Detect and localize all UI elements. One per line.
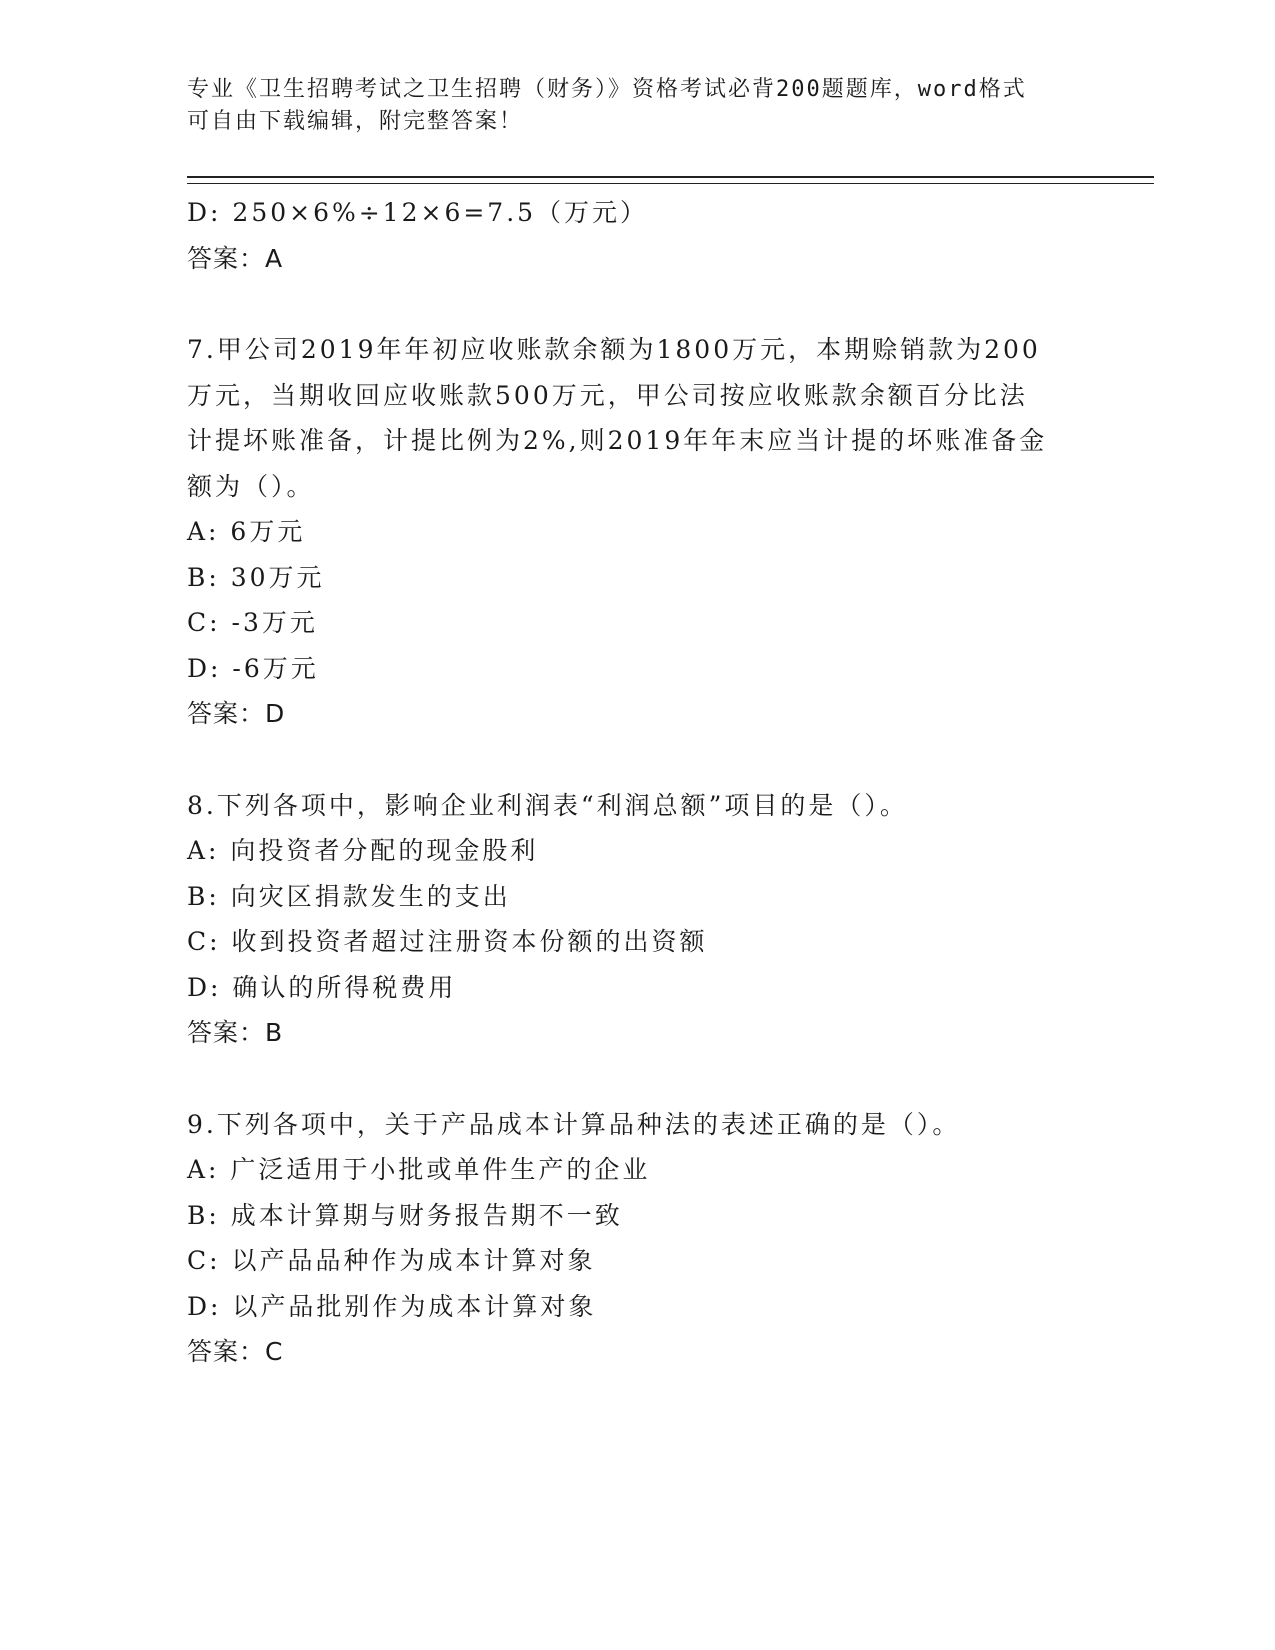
question-stem: 8.下列各项中，影响企业利润表“利润总额”项目的是（）。 (187, 790, 908, 820)
option-c: C: -3万元 (187, 608, 318, 637)
option-a: A: 6万元 (187, 517, 306, 546)
option-d: D: 250×6%÷12×6=7.5（万元） (187, 198, 649, 227)
question-stem: 额为（）。 (187, 471, 315, 501)
option-c: C: 以产品品种作为成本计算对象 (187, 1246, 596, 1275)
option-d: D: 以产品批别作为成本计算对象 (187, 1291, 597, 1321)
previous-question-tail (187, 190, 1067, 281)
question-stem: 计提坏账准备，计提比例为2%,则2019年年末应当计提的坏账准备金 (187, 426, 1048, 455)
question-8 (187, 783, 1067, 1056)
option-b: B: 成本计算期与财务报告期不一致 (187, 1200, 623, 1230)
option-b: B: 30万元 (187, 562, 325, 592)
question-9 (187, 1102, 1067, 1375)
answer-label: 答案：B (187, 1018, 284, 1047)
header-divider (187, 176, 1154, 184)
answer-label: 答案：A (187, 243, 284, 273)
option-a: A: 广泛适用于小批或单件生产的企业 (187, 1155, 651, 1184)
option-d: D: -6万元 (187, 653, 319, 683)
option-a: A: 向投资者分配的现金股利 (187, 836, 539, 865)
option-b: B: 向灾区捐款发生的支出 (187, 881, 511, 911)
header-line-1: 专业《卫生招聘考试之卫生招聘（财务）》资格考试必背200题题库，word格式 (187, 77, 1027, 102)
header-line-2: 可自由下载编辑，附完整答案！ (187, 109, 524, 134)
question-7 (187, 327, 1067, 737)
option-d: D: 确认的所得税费用 (187, 972, 457, 1002)
document-body (187, 190, 1067, 1375)
question-stem: 万元，当期收回应收账款500万元，甲公司按应收账款余额百分比法 (187, 380, 1028, 410)
page-header (187, 74, 1087, 138)
option-c: C: 收到投资者超过注册资本份额的出资额 (187, 927, 708, 956)
question-stem: 7.甲公司2019年年初应收账款余额为1800万元，本期赊销款为200 (187, 335, 1041, 364)
answer-label: 答案：D (187, 699, 286, 728)
question-stem: 9.下列各项中，关于产品成本计算品种法的表述正确的是（）。 (187, 1109, 961, 1139)
answer-label: 答案：C (187, 1337, 284, 1366)
